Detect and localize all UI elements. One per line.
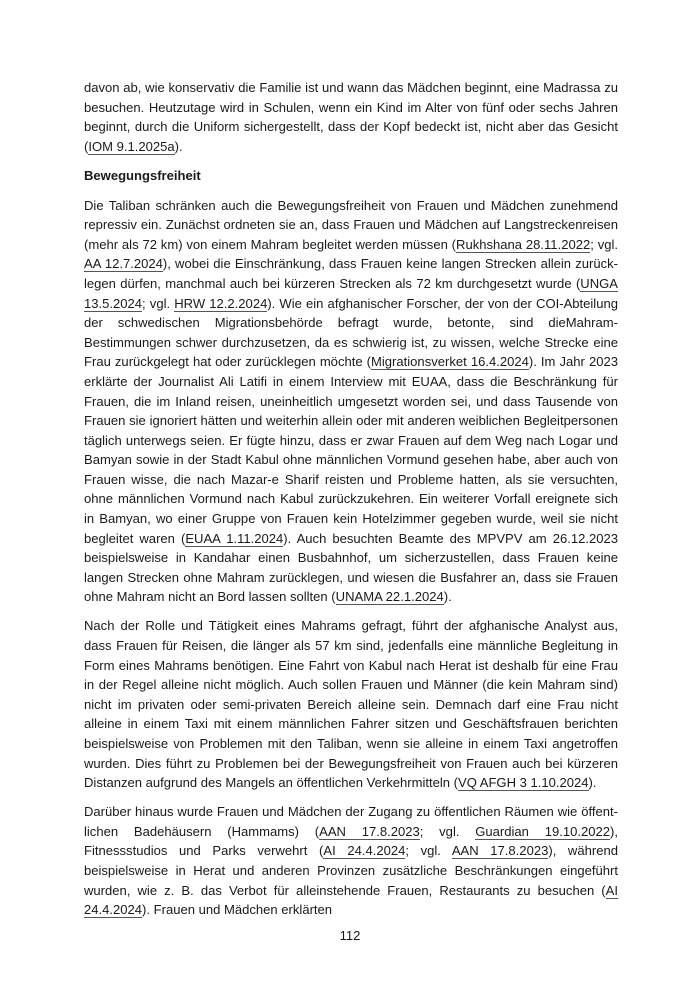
source-link-ai[interactable]: AI 24.4.2024 (323, 843, 406, 859)
source-link-aan-2[interactable]: AAN 17.8.2023 (451, 843, 549, 859)
paragraph-mahram: Nach der Rolle und Tätigkeit eines Mahrams gefragt, führt der afghanische Analyst aus, dass Frauen für Reisen, die länger als 57 km sind, jedenfalls eine männliche Begleitung in Form eines Mahrams benötigen. Eine Fahrt von Kabul nach Herat ist deshalb für eine Frau in der Regel alleine nicht möglich. Auch sollen Frauen und Männer (die kein Mahram sind) nicht im privaten oder semi-privaten Bereich alleine sein. Demnach darf eine Frau nicht alleine in einem Taxi mit einem männlichen Fahrer sitzen und Geschäftsfrauen berichten beispielsweise von Problemen mit den Taliban, wenn sie alleine in einem Taxi angetroffen wurden. Dies führt zu Problemen bei der Bewegungsfreiheit von Frauen auch bei kürzeren Distanzen aufgrund des Mangels an öffentlichen Verkehrmitteln (VQ AFGH 3 1.10.2024). (84, 618, 618, 791)
paragraph-movement: Die Taliban schränken auch die Bewegungsfreiheit von Frauen und Mädchen zunehmend repressiv ein. Zunächst ordneten sie an, dass Frauen und Mädchen auf Langstreckenreisen (mehr als 72 km) von einem Mahram begleitet werden müssen (Rukhshana 28.11.2022; vgl. AA 12.7.2024), wobei die Einschränkung, dass Frauen keine langen Strecken allein zurücklegen dürfen, manchmal auch bei kürzeren Strecken als 72 km durchgesetzt wurde (UNGA 13.5.2024; vgl. HRW 12.2.2024). Wie ein afghanischer Forscher, der von der COI-Abteilung der schwedischen Migrationsbehörde befragt wurde, betonte, sind dieMahram-Bestimmungen schwer durchzusetzen, da es schwierig ist, zu wissen, welche Strecke eine Frau zurückgelegt hat oder zurücklegen möchte (Migrationsverket 16.4.2024). Im Jahr 2023 erklärte der Journalist Ali Latifi in einem Interview mit EUAA, dass die Beschränkung für Frauen, die im Inland reisen, uneinheitlich umgesetzt worden sei, und dass Tausende von Frauen sie ignoriert hätten und weiterhin allein oder mit anderen weiblichen Begleitpersonen täglich unterwegs seien. Er fügte hinzu, dass er zwar Frauen auf dem Weg nach Logar und Bamyan sowie in der Stadt Kabul ohne männlichen Vormund gesehen habe, aber auch von Frauen wisse, die nach Mazar-e Sharif reisten und Probleme hatten, als sie versuchten, ohne männlichen Vormund nach Kabul zurückzukehren. Ein weiterer Vorfall ereignete sich in Bamyan, wo einer Gruppe von Frauen kein Hotelzimmer gegeben wurde, weil sie nicht begleitet waren (EUAA 1.11.2024). Auch besuchten Beamte des MPVPV am 26.12.2023 beispielsweise in Kandahar einen Busbahnhof, um sicherzustellen, dass Frauen keine langen Strecken ohne Mahram zurücklegen, und wiesen die Busfahrer an, dass sie Frauen ohne Mahram nicht an Bord lassen sollten (UNAMA 22.1.2024). (84, 197, 619, 605)
source-link-aa[interactable]: AA 12.7.2024 (84, 256, 163, 272)
document-body (84, 78, 618, 929)
source-link-guardian[interactable]: Guardian 19.10.2022 (475, 823, 610, 839)
source-link-euaa[interactable]: EUAA 1.11.2024 (185, 530, 284, 546)
source-link-rukhshana[interactable]: Rukhshana 28.11.2022 (456, 236, 591, 252)
source-link-iom[interactable]: IOM 9.1.2025a (88, 138, 175, 154)
page-number: 112 (339, 928, 361, 943)
source-link-hrw[interactable]: HRW 12.2.2024 (174, 295, 268, 311)
source-link-unama[interactable]: UNAMA 22.1.2024 (335, 589, 444, 605)
source-link-ai-2[interactable]: AI 24.4.2024 (84, 882, 618, 918)
section-heading: Bewegungsfreiheit (84, 168, 201, 184)
paragraph-public-spaces: Darüber hinaus wurde Frauen und Mädchen der Zugang zu öffentlichen Räumen wie öffentlichen Badehäusern (Hammams) (AAN 17.8.2023; vgl. Guardian 19.10.2022), Fitnessstudios und Parks verwehrt (AI 24.4.2024; vgl. AAN 17.8.2023), während beispielsweise in Herat und anderen Provinzen zusätzliche Beschränkungen eingeführt wurden, wie z. B. das Verbot für alleinstehende Frauen, Restaurants zu besuchen (AI 24.4.2024). Frauen und Mädchen erklärten (84, 804, 618, 918)
source-link-migrationsverket[interactable]: Migrationsverket 16.4.2024 (371, 354, 529, 370)
source-link-aan[interactable]: AAN 17.8.2023 (319, 823, 420, 839)
source-link-unga[interactable]: UNGA 13.5.2024 (84, 275, 618, 311)
source-link-vq-afgh[interactable]: VQ AFGH 3 1.10.2024 (458, 775, 589, 791)
paragraph-intro: davon ab, wie konservativ die Familie ist und wann das Mädchen beginnt, eine Madrassa zu besuchen. Heutzutage wird in Schulen, wenn ein Kind im Alter von fünf oder sechs Jahren beginnt, durch die Uniform sichergestellt, dass der Kopf bedeckt ist, nicht aber das Gesicht (IOM 9.1.2025a). (84, 80, 618, 154)
